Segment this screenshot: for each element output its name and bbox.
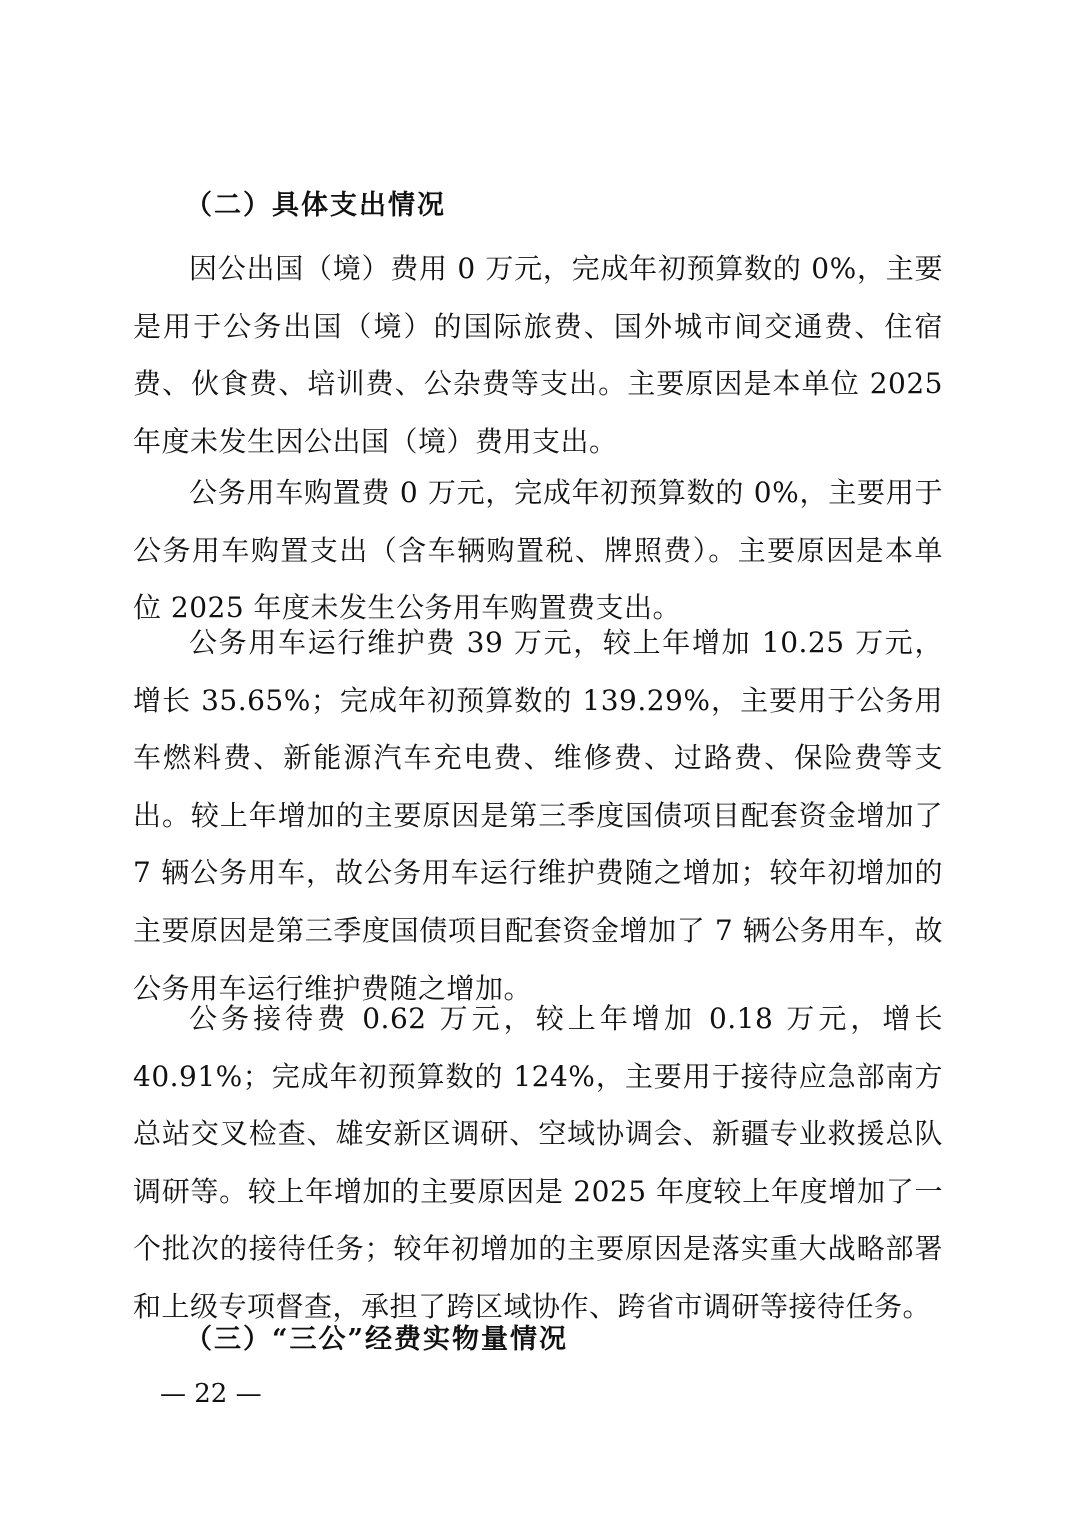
page-number: — 22 — [160,1379,262,1409]
paragraph-vehicle-purchase: 公务用车购置费 0 万元，完成年初预算数的 0%，主要用于公务用车购置支出（含车辆购置税、牌照费）。主要原因是本单位 2025 年度未发生公务用车购置费支出。 [133,476,943,625]
section-heading-specific-expenditure: （二）具体支出情况 [185,190,446,221]
paragraph-official-reception: 公务接待费 0.62 万元，较上年增加 0.18 万元，增长 40.91%；完成年初预算数的 124%，主要用于接待应急部南方总站交叉检查、雄安新区调研、空域协调会、新疆专业救援总队调研等。较上年增加的主要原因是 2025 年度较上年度增加了一个批次的接待任务；较年初增加的主要原因是落实重大战略部署和上级专项督查，承担了跨区域协作、跨省市调研等接待任务。 [133,1002,943,1323]
section-heading-physical-quantity: （三）“三公”经费实物量情况 [185,1324,569,1355]
paragraph-vehicle-maintenance: 公务用车运行维护费 39 万元，较上年增加 10.25 万元，增长 35.65%；完成年初预算数的 139.29%，主要用于公务用车燃料费、新能源汽车充电费、维修费、过路费、保险费等支出。较上年增加的主要原因是第三季度国债项目配套资金增加了 7 辆公务用车，故公务用车运行维护费随之增加；较年初增加的主要原因是第三季度国债项目配套资金增加了 7 辆公务用车，故公务用车运行维护费随之增加。 [133,626,943,1005]
paragraph-overseas-travel: 因公出国（境）费用 0 万元，完成年初预算数的 0%，主要是用于公务出国（境）的国际旅费、国外城市间交通费、住宿费、伙食费、培训费、公杂费等支出。主要原因是本单位 2025 年度未发生因公出国（境）费用支出。 [133,252,943,458]
